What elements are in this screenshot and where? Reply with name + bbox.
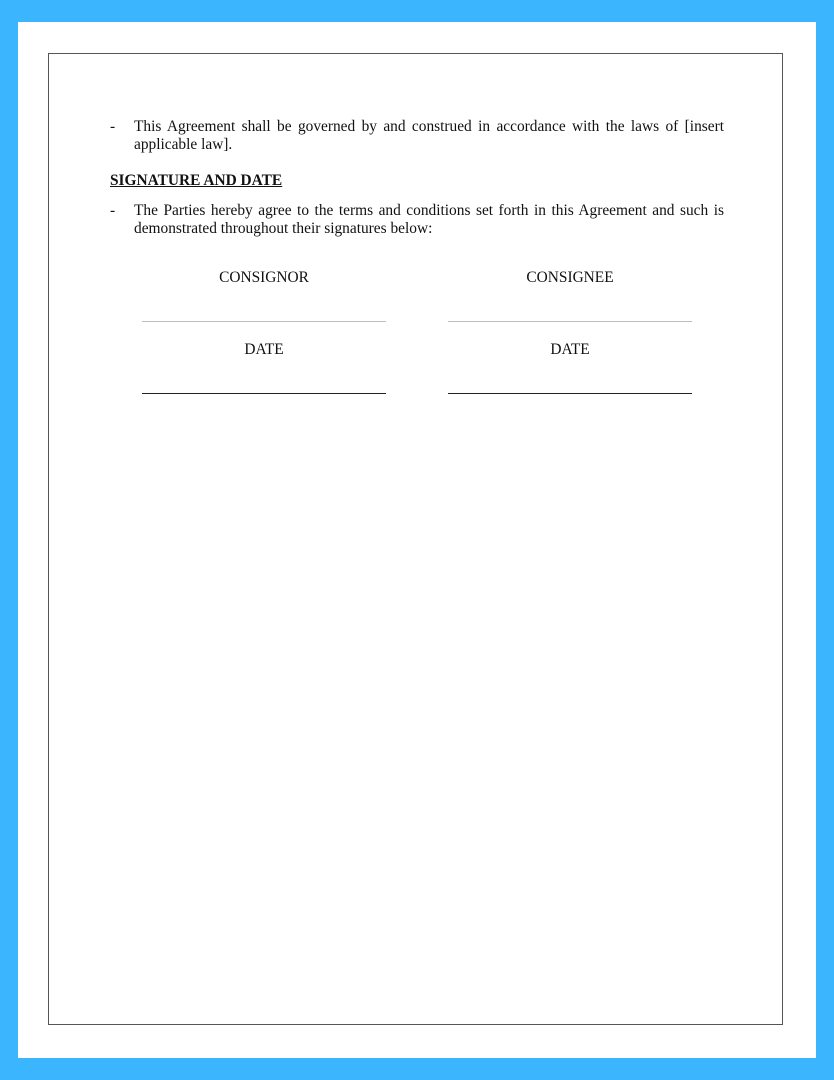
bullet-dash: - (110, 202, 116, 219)
consignee-signature-line (448, 321, 692, 322)
consignor-signature-line (142, 321, 386, 322)
consignee-date-line (448, 393, 692, 394)
section-heading-signature-date: SIGNATURE AND DATE (110, 172, 283, 189)
agreement-text: The Parties hereby agree to the terms and conditions set forth in this Agreement and such is demonstrated throughout their signatures below: (134, 202, 724, 237)
consignor-date-line (142, 393, 386, 394)
agreement-clause (110, 202, 724, 238)
governing-law-text: This Agreement shall be governed by and construed in accordance with the laws of [insert applicable law]. (134, 118, 724, 153)
document-page (18, 22, 816, 1058)
bullet-dash: - (110, 118, 116, 135)
consignor-date-label: DATE (244, 341, 284, 358)
page-border-frame (48, 53, 783, 1025)
consignee-date-label: DATE (550, 341, 590, 358)
governing-law-clause (110, 118, 724, 154)
consignor-label: CONSIGNOR (219, 269, 309, 286)
consignee-label: CONSIGNEE (526, 269, 614, 286)
